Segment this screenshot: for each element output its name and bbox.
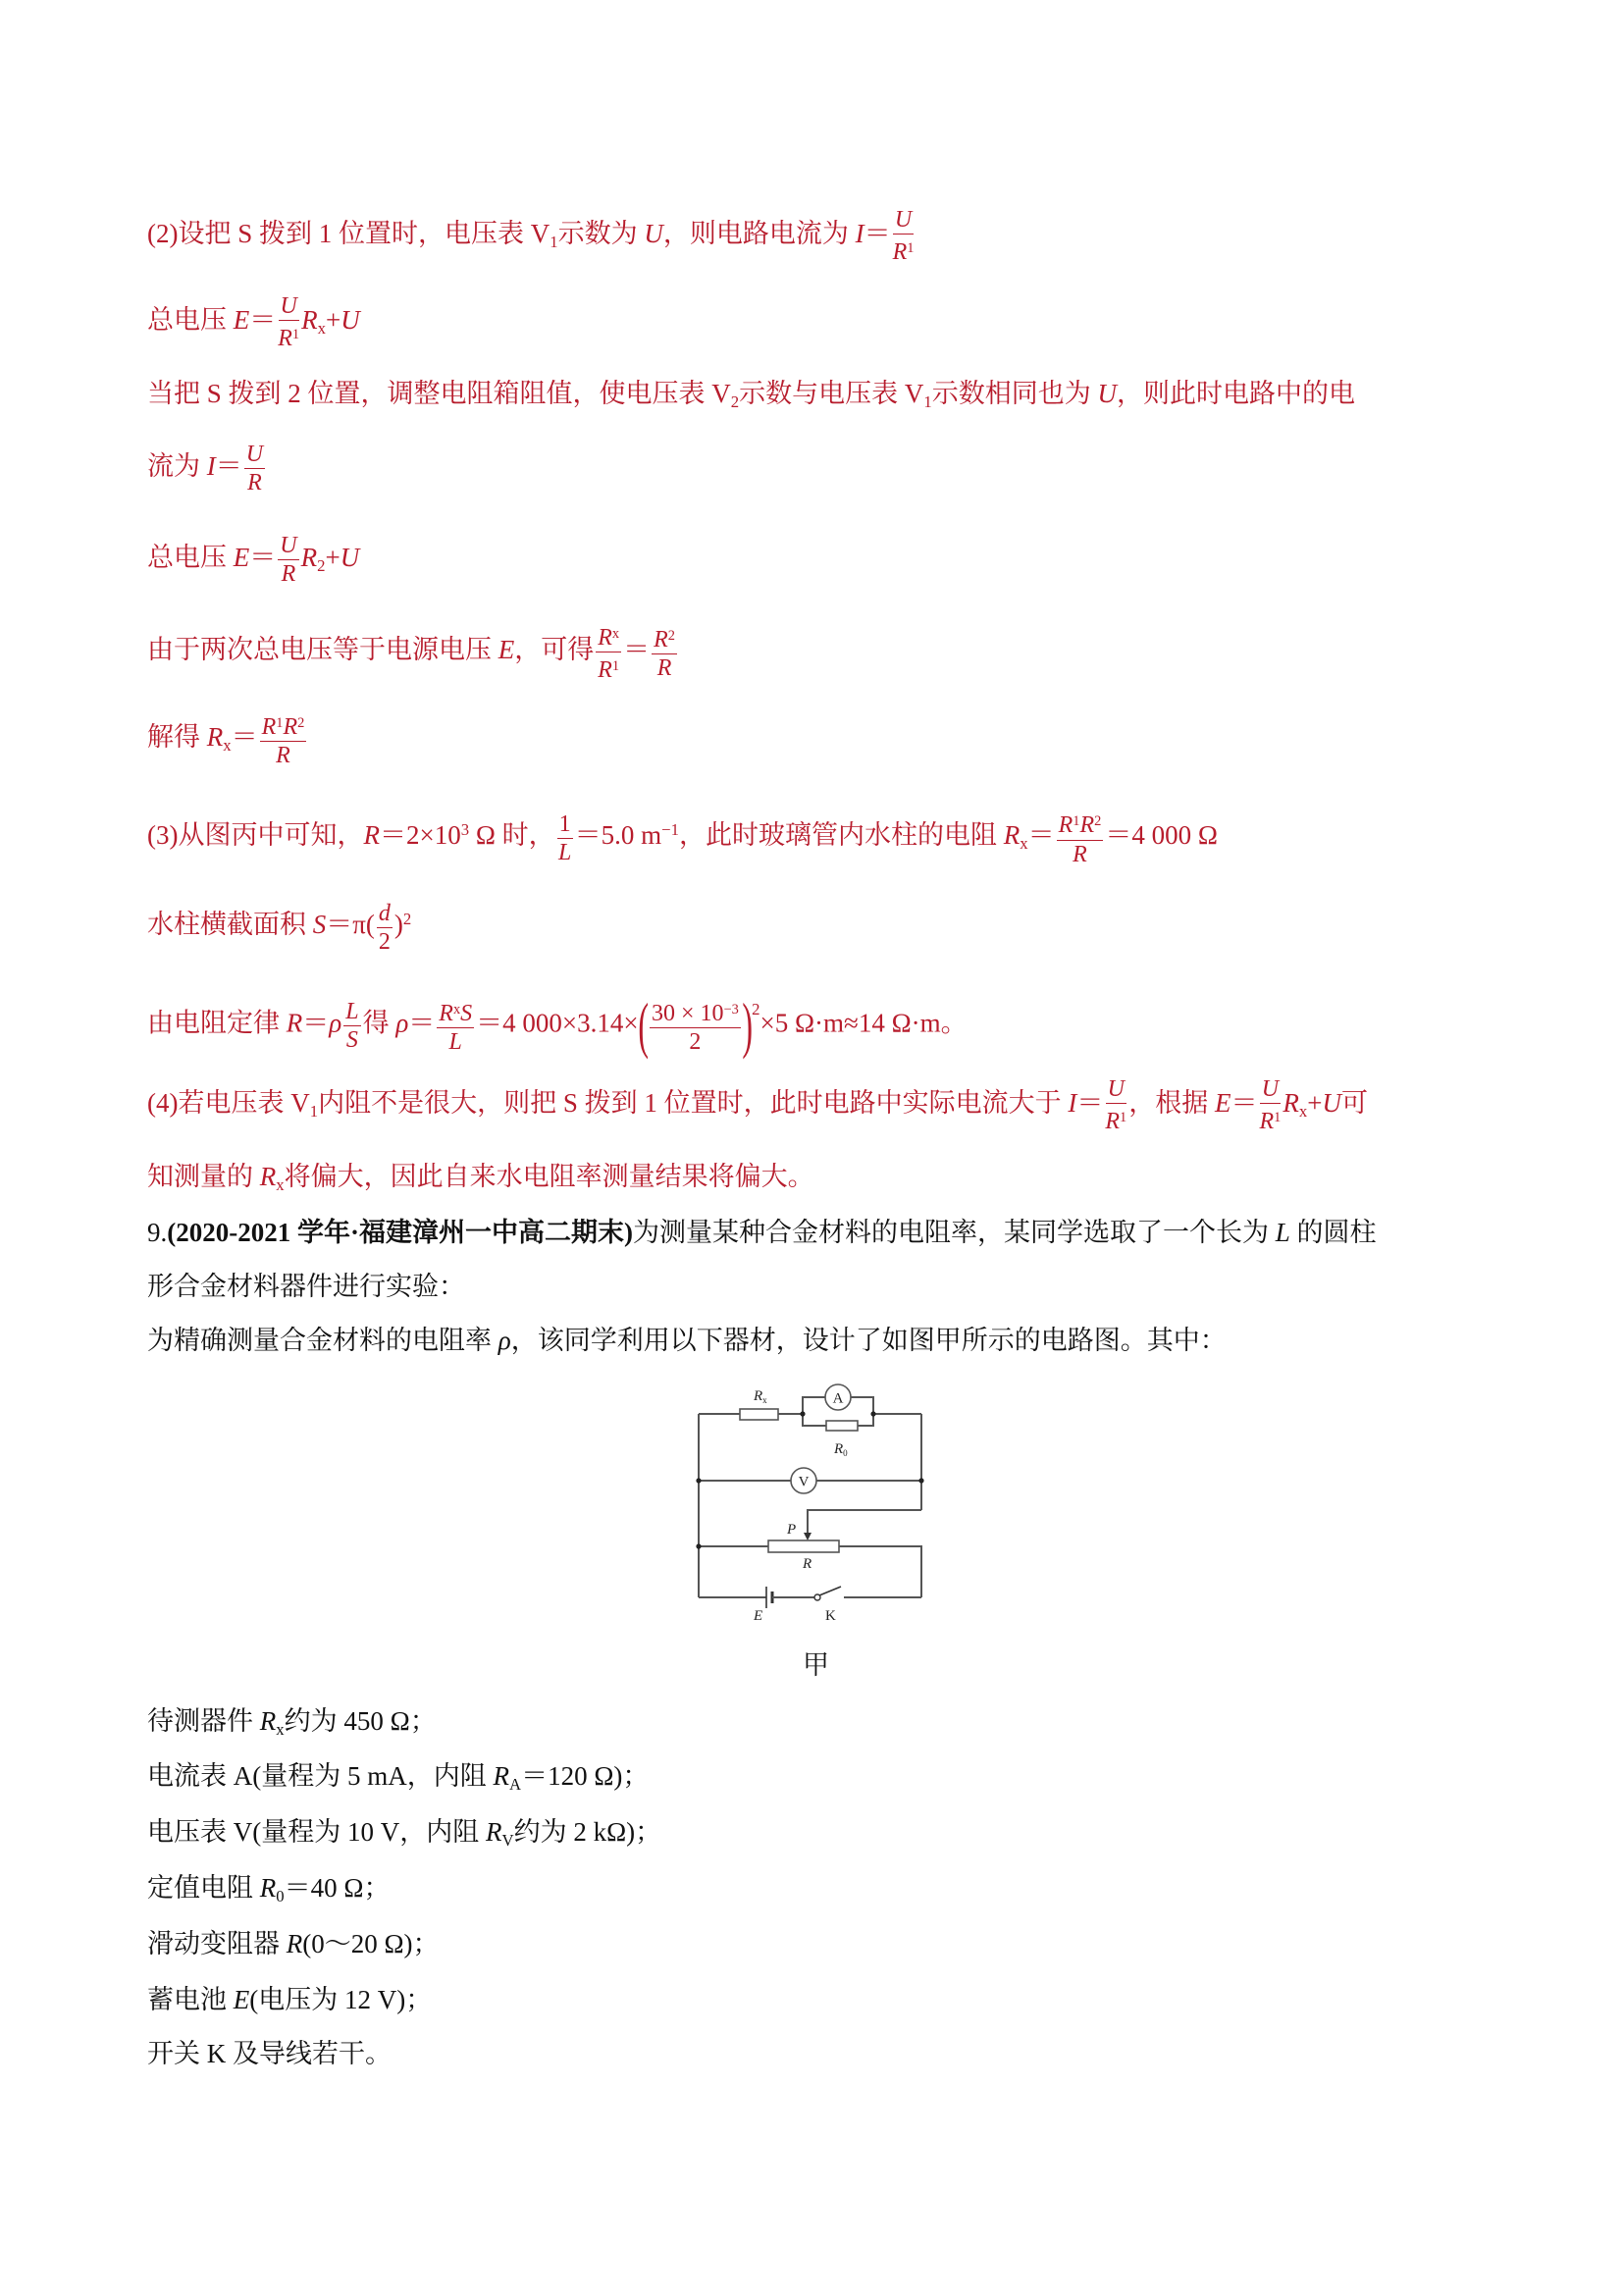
denominator: [1073, 841, 1087, 867]
superscript: 1: [907, 240, 915, 257]
resistor-rx: [740, 1409, 778, 1420]
label-sub: x: [762, 1395, 767, 1405]
subscript: 2: [317, 556, 326, 576]
text: (3)从图丙中可知，: [147, 820, 364, 851]
subscript: 1: [309, 1102, 319, 1122]
text: ＝π: [326, 910, 366, 940]
solution-line-cross-section: [147, 892, 412, 955]
text: 示数与电压表 V: [739, 379, 924, 408]
superscript: 1: [276, 715, 284, 732]
math-var: E: [233, 305, 250, 335]
solution-line-total-voltage-1: [147, 292, 360, 352]
label-r: R: [754, 1388, 763, 1404]
text: 由于两次总电压等于电源电压: [147, 634, 498, 664]
equals: ＝: [1230, 1088, 1258, 1118]
math-var: U: [340, 543, 360, 572]
text: 待测器件: [147, 1706, 260, 1736]
subscript: 2: [730, 392, 740, 412]
fraction: [278, 293, 299, 351]
superscript: 1: [291, 327, 300, 343]
label-rheostat: R: [803, 1556, 812, 1572]
fraction: [244, 442, 265, 496]
numerator: [377, 901, 393, 928]
math-var: ρ: [329, 1008, 342, 1038]
equals: ＝: [302, 1008, 330, 1038]
math-var: U: [1261, 1076, 1280, 1103]
text: 得: [362, 1008, 396, 1038]
math-var: R: [656, 655, 672, 682]
superscript: 1: [1073, 813, 1080, 830]
text: 内阻不是很大，则把 S 拨到 1 位置时，此时电路中实际电流大于: [318, 1088, 1069, 1118]
text: 的圆柱: [1289, 1218, 1377, 1247]
denominator: [1260, 1104, 1282, 1134]
math-var: U: [1322, 1088, 1341, 1118]
denominator: [449, 1028, 462, 1055]
equipment-item: [147, 1804, 661, 1859]
fraction: [1105, 1076, 1126, 1134]
text: 为精确测量合金材料的电阻率: [147, 1326, 498, 1355]
label-battery: E: [754, 1608, 763, 1624]
solution-line-resistivity: [147, 982, 968, 1061]
subscript: A: [509, 1775, 522, 1795]
question-9-stem-line3: [147, 1313, 1227, 1368]
question-9-stem-line2: [147, 1259, 465, 1314]
number: 2: [689, 1028, 702, 1055]
superscript: 2: [1094, 813, 1102, 830]
junction-dot: [696, 1543, 701, 1548]
equipment-item: [147, 1972, 432, 2027]
math-var: U: [644, 219, 663, 248]
label-r: R: [834, 1441, 844, 1457]
math-var: E: [233, 543, 250, 572]
subscript: x: [1298, 1102, 1308, 1122]
math-var: L: [448, 1028, 462, 1055]
math-var: E: [1215, 1088, 1231, 1118]
math-var: R: [1073, 841, 1087, 867]
text: 电压表 V(量程为 10 V，内阻: [147, 1817, 486, 1847]
subscript: x: [276, 1175, 285, 1195]
text: ，则此时电路中的电: [1117, 379, 1356, 408]
junction-dot: [870, 1411, 875, 1416]
numerator: [1106, 1076, 1126, 1104]
math-var: R: [278, 326, 292, 352]
numerator: [1260, 1076, 1281, 1104]
label-rx: [753, 1388, 767, 1405]
text: (0～20 Ω)；: [302, 1929, 440, 1958]
superscript: 2: [402, 910, 412, 928]
numerator: [437, 997, 474, 1028]
text: ，此时玻璃管内水柱的电阻: [679, 820, 1004, 851]
solution-line-conclusion: [147, 1149, 814, 1204]
math-var: R: [206, 722, 224, 752]
solution-line-ratio: [147, 621, 679, 684]
math-var: U: [340, 305, 360, 335]
numerator: [557, 811, 573, 839]
junction-dot: [918, 1478, 923, 1483]
numerator: [650, 997, 741, 1028]
circuit-diagram: [677, 1374, 952, 1639]
fraction: [650, 997, 741, 1055]
math-var: R: [598, 657, 612, 684]
numerator: [278, 533, 298, 560]
text: 解得: [147, 722, 207, 752]
math-var: R: [261, 714, 277, 741]
label-switch: K: [825, 1608, 836, 1624]
subscript: x: [317, 319, 326, 339]
solution-line-part4: [147, 1075, 1368, 1135]
numerator: [1057, 809, 1104, 840]
text: 约为 2 kΩ)；: [513, 1817, 662, 1847]
solution-line-position2: [147, 366, 1355, 421]
text: 由电阻定律: [147, 1008, 287, 1038]
equipment-item: [147, 1916, 440, 1971]
subscript: x: [223, 736, 232, 756]
denominator: [276, 742, 290, 768]
slider-arrow-icon: [804, 1533, 812, 1540]
math-var: S: [312, 910, 327, 940]
math-var: U: [245, 442, 264, 468]
text: 水柱横截面积: [147, 910, 313, 940]
junction-dot: [800, 1411, 805, 1416]
math-var: R: [892, 239, 908, 266]
numerator: [596, 621, 621, 652]
wire-branch-upper: [803, 1397, 825, 1414]
wire-branch-lower: [858, 1414, 873, 1426]
text: 总电压: [147, 305, 234, 335]
subscript: 1: [923, 392, 932, 412]
math-var: I: [855, 219, 864, 248]
text: ＝4 000 Ω: [1105, 820, 1218, 851]
subscript: 1: [550, 233, 558, 252]
superscript: 1: [1274, 1110, 1282, 1126]
text: ＝120 Ω)；: [521, 1761, 650, 1791]
text: ＝5.0 m: [574, 820, 662, 851]
fraction: [260, 710, 307, 768]
switch-lever: [819, 1587, 841, 1595]
wire-slider: [808, 1510, 921, 1535]
equals: ＝: [1076, 1088, 1104, 1118]
math-var: I: [206, 451, 216, 481]
fraction: [652, 623, 677, 681]
superscript: 3: [460, 820, 470, 839]
math-var: R: [486, 1817, 502, 1847]
math-var: E: [497, 634, 515, 664]
subscript: 0: [276, 1887, 285, 1906]
label-voltmeter: V: [798, 1474, 810, 1490]
superscript: 2: [667, 628, 675, 645]
text: 定值电阻: [147, 1873, 260, 1903]
fraction: [557, 811, 573, 865]
number: 30 × 10: [651, 1000, 724, 1026]
fraction: [1260, 1076, 1282, 1134]
math-var: R: [300, 543, 318, 572]
math-var: R: [363, 820, 380, 851]
math-var: ρ: [395, 1008, 409, 1038]
math-var: d: [378, 900, 391, 926]
numerator: [652, 623, 677, 654]
superscript: x: [452, 1001, 461, 1018]
denominator: [247, 469, 262, 496]
text: 总电压: [147, 543, 234, 572]
fraction: [596, 621, 621, 683]
text: 可: [1340, 1088, 1368, 1118]
equipment-item: [147, 2026, 392, 2081]
math-var: R: [1058, 812, 1073, 839]
question-source: (2020-2021 学年·福建漳州一中高二期末): [167, 1218, 633, 1247]
math-var: L: [345, 998, 359, 1024]
operator: +: [325, 543, 340, 572]
math-var: U: [280, 293, 297, 320]
solution-line-current-2: [147, 439, 267, 494]
solution-line-part3: [147, 803, 1218, 867]
math-var: R: [247, 470, 262, 496]
denominator: [689, 1028, 701, 1055]
math-var: U: [1097, 379, 1118, 408]
math-var: R: [259, 1706, 277, 1736]
math-var: R: [1259, 1109, 1275, 1135]
fraction: [1057, 809, 1104, 866]
text: 蓄电池: [147, 1985, 234, 2014]
text: 形合金材料器件进行实验：: [147, 1272, 465, 1301]
text: 电流表 A(量程为 5 mA，内阻: [147, 1761, 494, 1791]
math-var: R: [654, 627, 668, 653]
solution-line-total-voltage-2: [147, 530, 360, 588]
math-var: R: [276, 743, 290, 769]
text: (4)若电压表 V: [147, 1088, 310, 1118]
math-var: R: [598, 625, 612, 652]
figure-caption: 甲: [803, 1650, 829, 1680]
text: ，可得: [514, 634, 595, 664]
denominator: [893, 235, 915, 265]
math-var: R: [286, 1008, 303, 1038]
label-r0: [833, 1441, 848, 1458]
denominator: [379, 928, 391, 955]
equals: ＝: [231, 722, 258, 752]
math-var: R: [493, 1761, 509, 1791]
subscript: x: [276, 1720, 285, 1740]
text: 流为: [147, 451, 207, 481]
equals: ＝: [408, 1008, 436, 1038]
superscript: 2: [752, 1000, 760, 1018]
text: ，则电路电流为: [662, 219, 856, 248]
text: 滑动变阻器: [147, 1929, 287, 1958]
text: 示数相同也为: [931, 379, 1098, 408]
denominator: [278, 321, 299, 351]
math-var: U: [894, 207, 913, 234]
text: ＝2×10: [379, 820, 461, 851]
rheostat: [768, 1540, 839, 1552]
denominator: [346, 1026, 358, 1053]
operator: +: [1307, 1088, 1323, 1118]
math-var: L: [1275, 1218, 1290, 1247]
math-var: R: [439, 1000, 453, 1026]
text: 知测量的: [147, 1162, 260, 1191]
text: 示数为: [557, 219, 645, 248]
math-var: U: [280, 533, 297, 559]
text: 为测量某种合金材料的电阻率，某同学选取了一个长为: [632, 1218, 1276, 1247]
math-var: R: [259, 1873, 277, 1903]
math-var: U: [1107, 1076, 1125, 1103]
superscript: x: [611, 626, 620, 642]
label-slider: P: [787, 1522, 797, 1538]
denominator: [558, 839, 571, 865]
math-var: I: [1068, 1088, 1077, 1118]
label-ammeter: A: [832, 1390, 844, 1407]
superscript: −3: [723, 1001, 739, 1018]
math-var: R: [259, 1162, 277, 1191]
math-var: L: [557, 839, 572, 865]
superscript: −1: [661, 820, 679, 839]
math-var: R: [1283, 1088, 1299, 1118]
paren-left: (: [365, 910, 375, 940]
operator: +: [326, 305, 341, 335]
text: ，该同学利用以下器材，设计了如图甲所示的电路图。其中：: [510, 1326, 1227, 1355]
junction-dot: [696, 1478, 701, 1483]
solution-line-part2-current: [147, 206, 916, 266]
equals: ＝: [215, 451, 242, 481]
math-var: R: [281, 561, 296, 588]
paren-right: ): [393, 910, 403, 940]
wire-rheostat-right: [839, 1546, 921, 1597]
numerator: [279, 293, 299, 321]
solution-line-solve-rx: [147, 709, 308, 769]
number: 1: [558, 810, 571, 837]
math-var: R: [283, 714, 298, 741]
text: ＝4 000×3.14×: [476, 1008, 639, 1038]
denominator: [1105, 1104, 1126, 1134]
numerator: [244, 442, 265, 469]
equipment-item: [147, 1694, 437, 1748]
equipment-item: [147, 1860, 390, 1915]
math-var: S: [345, 1026, 358, 1053]
big-paren-left: (: [637, 990, 649, 1061]
number: 2: [378, 928, 391, 955]
question-number: 9.: [147, 1218, 168, 1247]
subscript: x: [1020, 834, 1028, 854]
text: ＝40 Ω；: [284, 1873, 391, 1903]
numerator: [260, 710, 307, 742]
equals: ＝: [623, 634, 651, 664]
superscript: 2: [297, 715, 305, 732]
equals: ＝: [249, 305, 277, 335]
denominator: [657, 654, 672, 681]
fraction: [278, 533, 298, 587]
denominator: [282, 560, 296, 587]
label-sub: 0: [843, 1448, 848, 1458]
text: 约为 450 Ω；: [284, 1706, 437, 1736]
text: Ω 时，: [469, 820, 555, 851]
math-var: S: [460, 1000, 473, 1026]
math-var: R: [301, 305, 318, 335]
resistor-r0: [826, 1421, 858, 1431]
wire-branch-upper: [851, 1397, 873, 1414]
equipment-item: [147, 1748, 649, 1803]
math-var: R: [1003, 820, 1021, 851]
text: 将偏大，因此自来水电阻率测量结果将偏大。: [284, 1162, 814, 1191]
fraction: [893, 207, 915, 265]
denominator: [598, 652, 619, 683]
fraction: [437, 997, 474, 1055]
text: 开关 K 及导线若干。: [147, 2039, 392, 2068]
question-9-stem-line1: [147, 1205, 1377, 1260]
text: 当把 S 拨到 2 位置，调整电阻箱阻值，使电压表 V: [147, 379, 731, 408]
math-var: E: [233, 1985, 250, 2014]
fraction: [343, 999, 360, 1053]
text: (电压为 12 V)；: [249, 1985, 433, 2014]
text: ，根据: [1128, 1088, 1215, 1118]
equals: ＝: [864, 219, 891, 248]
equals: ＝: [1027, 820, 1055, 851]
wire-branch-lower: [803, 1414, 826, 1426]
math-var: R: [1079, 812, 1095, 839]
big-paren-right: ): [742, 990, 753, 1061]
subscript: V: [501, 1831, 514, 1851]
superscript: 1: [1120, 1110, 1127, 1126]
numerator: [893, 207, 914, 235]
math-var: ρ: [497, 1326, 511, 1355]
superscript: 1: [611, 658, 620, 675]
math-var: R: [1105, 1109, 1121, 1135]
math-var: R: [286, 1929, 303, 1958]
equals: ＝: [249, 543, 277, 572]
numerator: [343, 999, 360, 1026]
text: ×5 Ω·m≈14 Ω·m。: [759, 1008, 968, 1038]
fraction: [377, 901, 393, 955]
text: (2)设把 S 拨到 1 位置时，电压表 V: [147, 219, 550, 248]
